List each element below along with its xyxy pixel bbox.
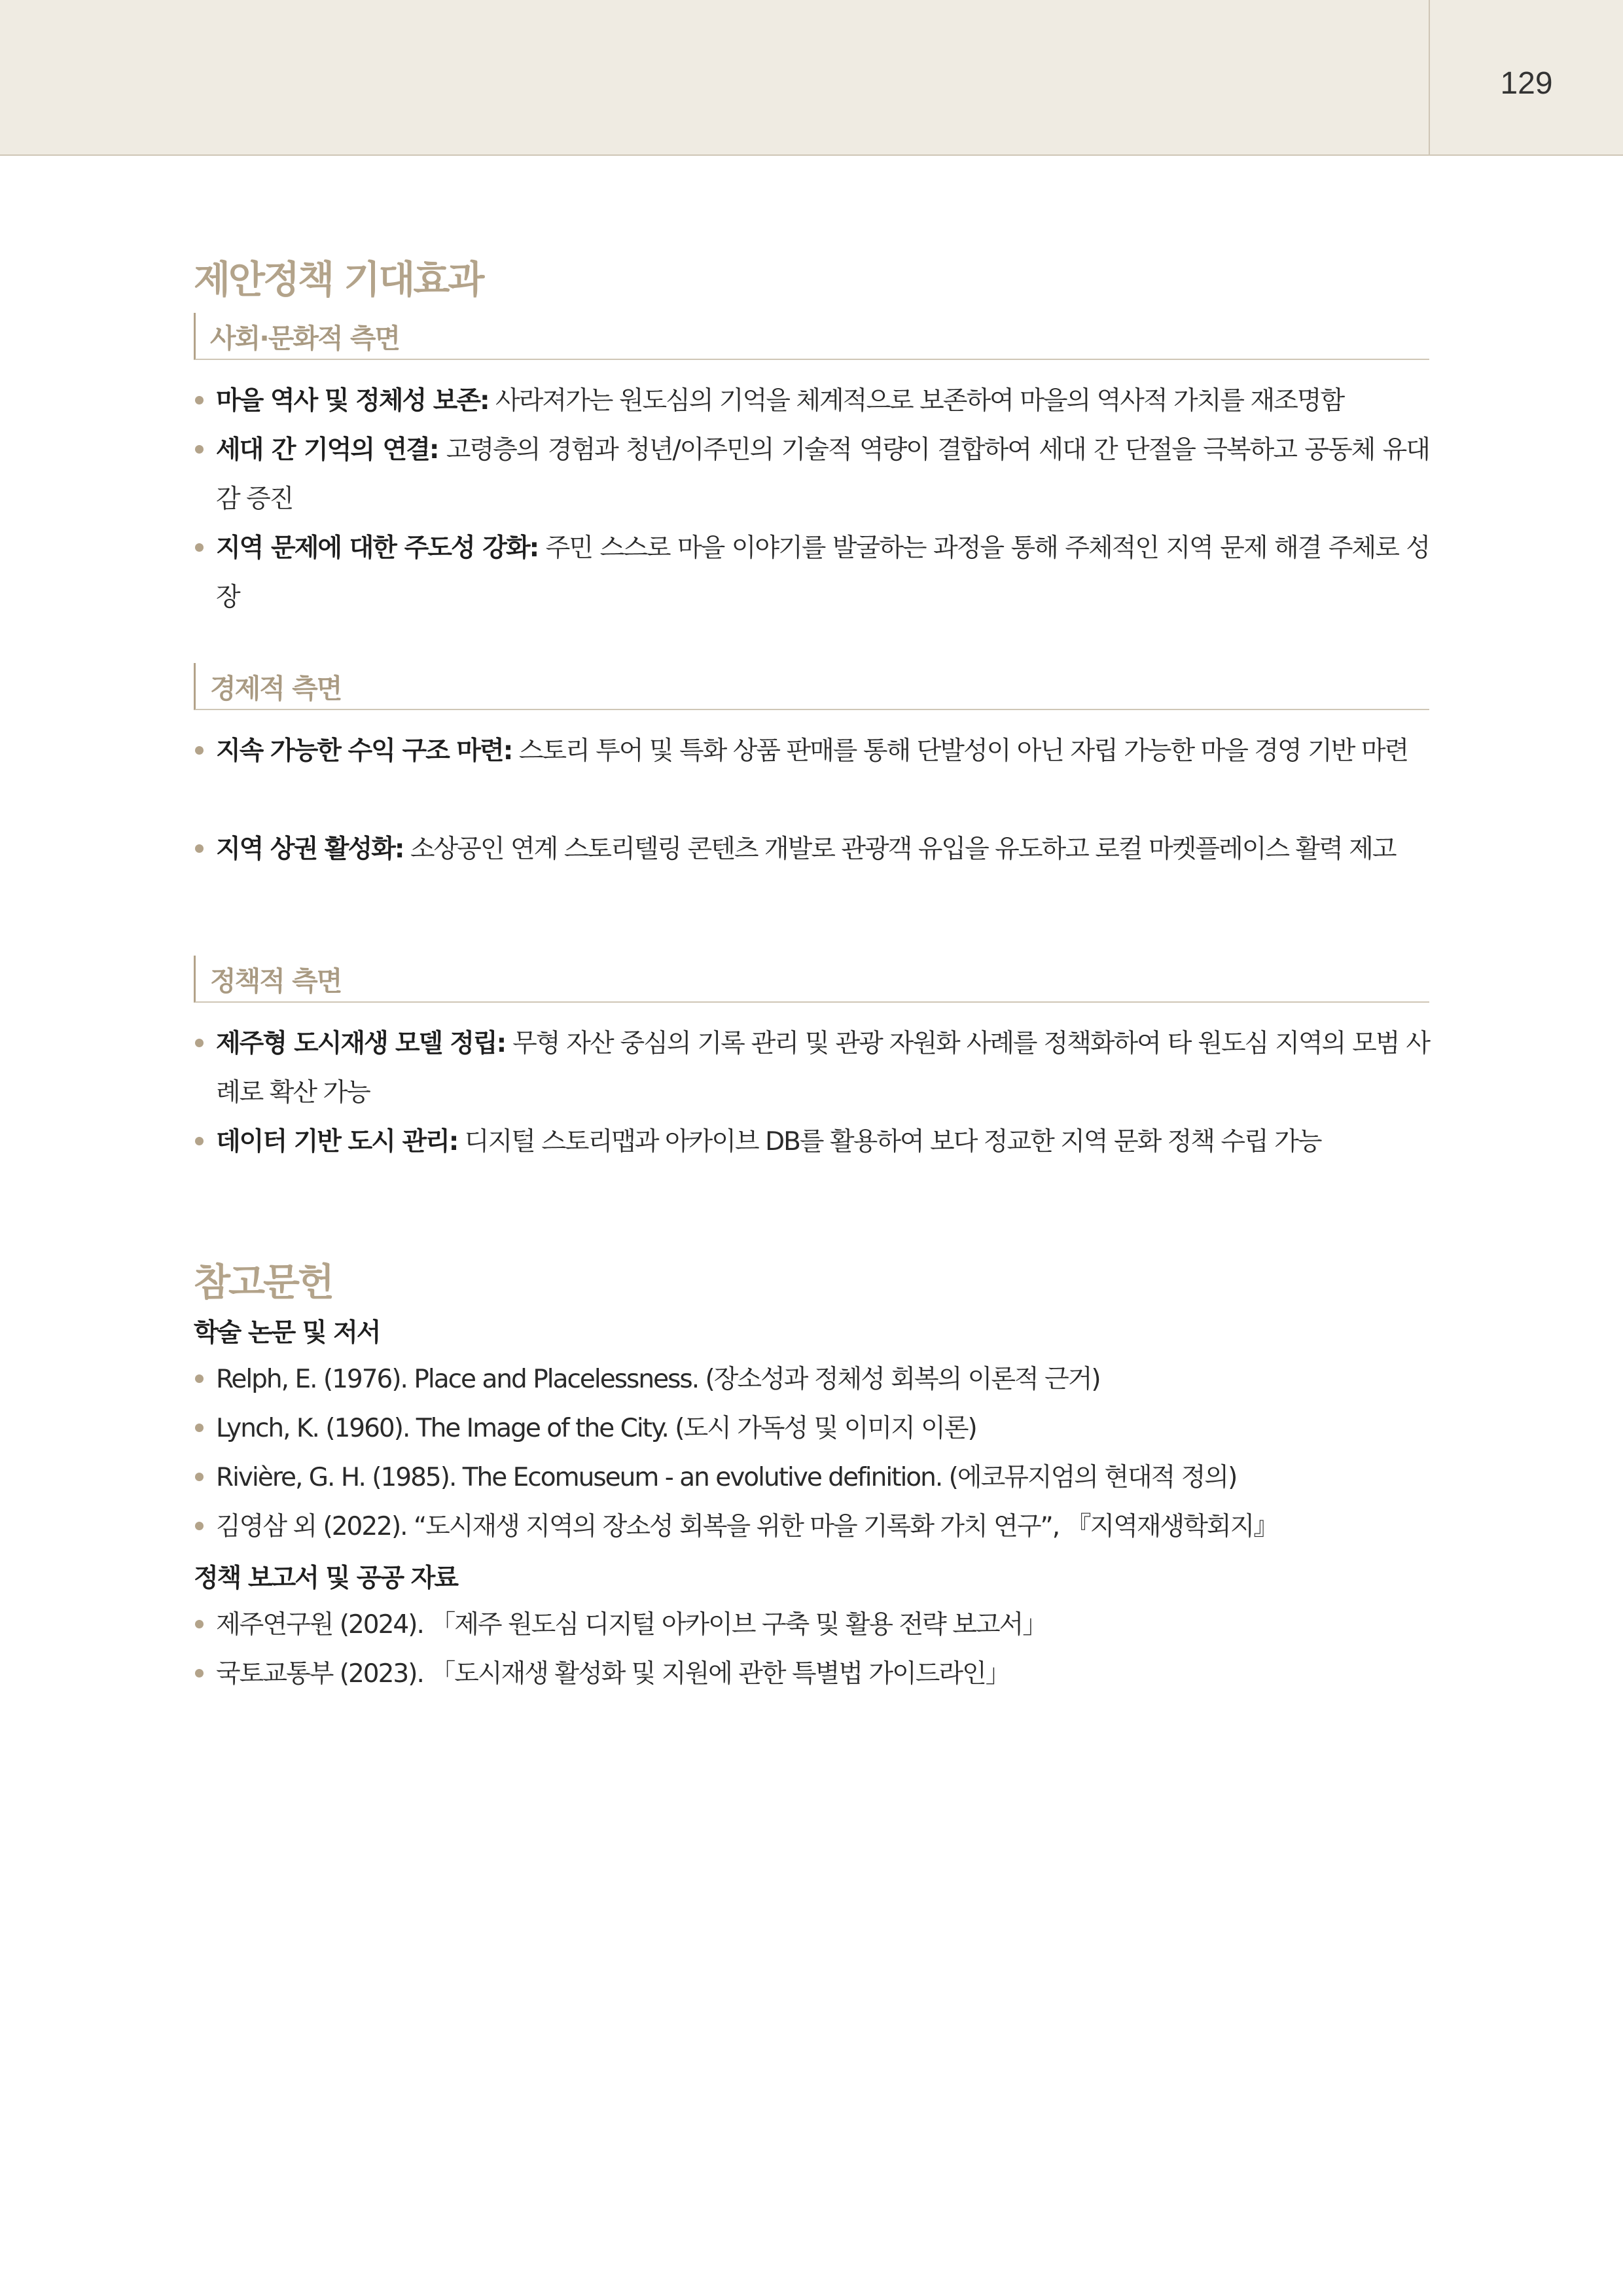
list-item	[194, 425, 1429, 524]
list-item	[194, 376, 1429, 425]
reference-text: Rivière, G. H. (1985). The Ecomuseum - an evolutive definition. (에코뮤지엄의 현대적 정의)	[216, 1463, 1237, 1492]
reference-item	[194, 1404, 1429, 1453]
bullet-icon	[195, 543, 204, 552]
reference-item	[194, 1600, 1429, 1649]
page-header-band	[0, 0, 1623, 156]
list-item	[194, 1117, 1429, 1166]
item-term: 제주형 도시재생 모델 정립:	[216, 1029, 506, 1058]
item-text: 고령층의 경험과 청년/이주민의 기술적 역량이 결합하여 세대 간 단절을 극복하고 공동체 유대감 증진	[216, 435, 1429, 514]
item-term: 마을 역사 및 정체성 보존:	[216, 386, 489, 416]
item-term: 세대 간 기억의 연결:	[216, 435, 438, 465]
page-number: 129	[1500, 66, 1553, 101]
item-text: 스토리 투어 및 특화 상품 판매를 통해 단발성이 아닌 자립 가능한 마을 경영 기반 마련	[512, 736, 1408, 766]
reference-group-heading: 정책 보고서 및 공공 자료	[194, 1564, 458, 1593]
list-item	[194, 825, 1429, 874]
bullet-icon	[195, 445, 204, 454]
reference-item	[194, 1453, 1429, 1502]
bullet-icon	[195, 1137, 204, 1145]
subhead-label: 정책적 측면	[210, 965, 342, 997]
item-term: 지속 가능한 수익 구조 마련:	[216, 736, 512, 766]
reference-text: 김영삼 외 (2022). “도시재생 지역의 장소성 회복을 위한 마을 기록화 가치 연구”, 『지역재생학회지』	[216, 1512, 1278, 1541]
subhead-label: 경제적 측면	[210, 673, 342, 704]
section-title-references: 참고문헌	[194, 1260, 333, 1304]
item-term: 데이터 기반 도시 관리:	[216, 1127, 458, 1157]
item-text: 주민 스스로 마을 이야기를 발굴하는 과정을 통해 주체적인 지역 문제 해결 주체로 성장	[216, 533, 1430, 612]
bullet-icon	[195, 1620, 204, 1628]
bullet-icon	[195, 844, 204, 853]
bullet-icon	[195, 1522, 204, 1530]
item-term: 지역 문제에 대한 주도성 강화:	[216, 533, 539, 563]
item-text: 소상공인 연계 스토리텔링 콘텐츠 개발로 관광객 유입을 유도하고 로컬 마켓플레이스 활력 제고	[403, 834, 1396, 864]
bullet-icon	[195, 1669, 204, 1677]
bullet-icon	[195, 1424, 204, 1432]
list-item	[194, 726, 1429, 776]
subhead-economic	[194, 663, 1429, 710]
subhead-policy	[194, 956, 1429, 1003]
item-text: 디지털 스토리맵과 아카이브 DB를 활용하여 보다 정교한 지역 문화 정책 수립 가능	[457, 1127, 1321, 1157]
reference-text: 국토교통부 (2023). 「도시재생 활성화 및 지원에 관한 특별법 가이드라인」	[216, 1659, 1010, 1689]
bullet-icon	[195, 1039, 204, 1047]
reference-item	[194, 1355, 1429, 1404]
reference-group-heading: 학술 논문 및 저서	[194, 1318, 380, 1348]
bullet-icon	[195, 396, 204, 404]
list-item	[194, 524, 1429, 622]
reference-item	[194, 1502, 1429, 1551]
reference-text: 제주연구원 (2024). 「제주 원도심 디지털 아카이브 구축 및 활용 전략 보고서」	[216, 1610, 1047, 1640]
section-title-policy-effects: 제안정책 기대효과	[194, 257, 483, 302]
reference-text: Lynch, K. (1960). The Image of the City. (도시 가독성 및 이미지 이론)	[216, 1414, 976, 1443]
subhead-social-cultural	[194, 313, 1429, 360]
item-text: 사라져가는 원도심의 기억을 체계적으로 보존하여 마을의 역사적 가치를 재조명함	[488, 386, 1344, 416]
bullet-icon	[195, 1473, 204, 1481]
item-text: 무형 자산 중심의 기록 관리 및 관광 자원화 사례를 정책화하여 타 원도심 지역의 모범 사례로 확산 가능	[216, 1029, 1430, 1107]
bullet-icon	[195, 1374, 204, 1383]
reference-item	[194, 1649, 1429, 1698]
reference-text: Relph, E. (1976). Place and Placelessness. (장소성과 정체성 회복의 이론적 근거)	[216, 1365, 1100, 1394]
bullet-icon	[195, 746, 204, 755]
item-term: 지역 상권 활성화:	[216, 834, 404, 864]
subhead-label: 사회·문화적 측면	[210, 323, 400, 354]
list-item	[194, 1019, 1429, 1117]
